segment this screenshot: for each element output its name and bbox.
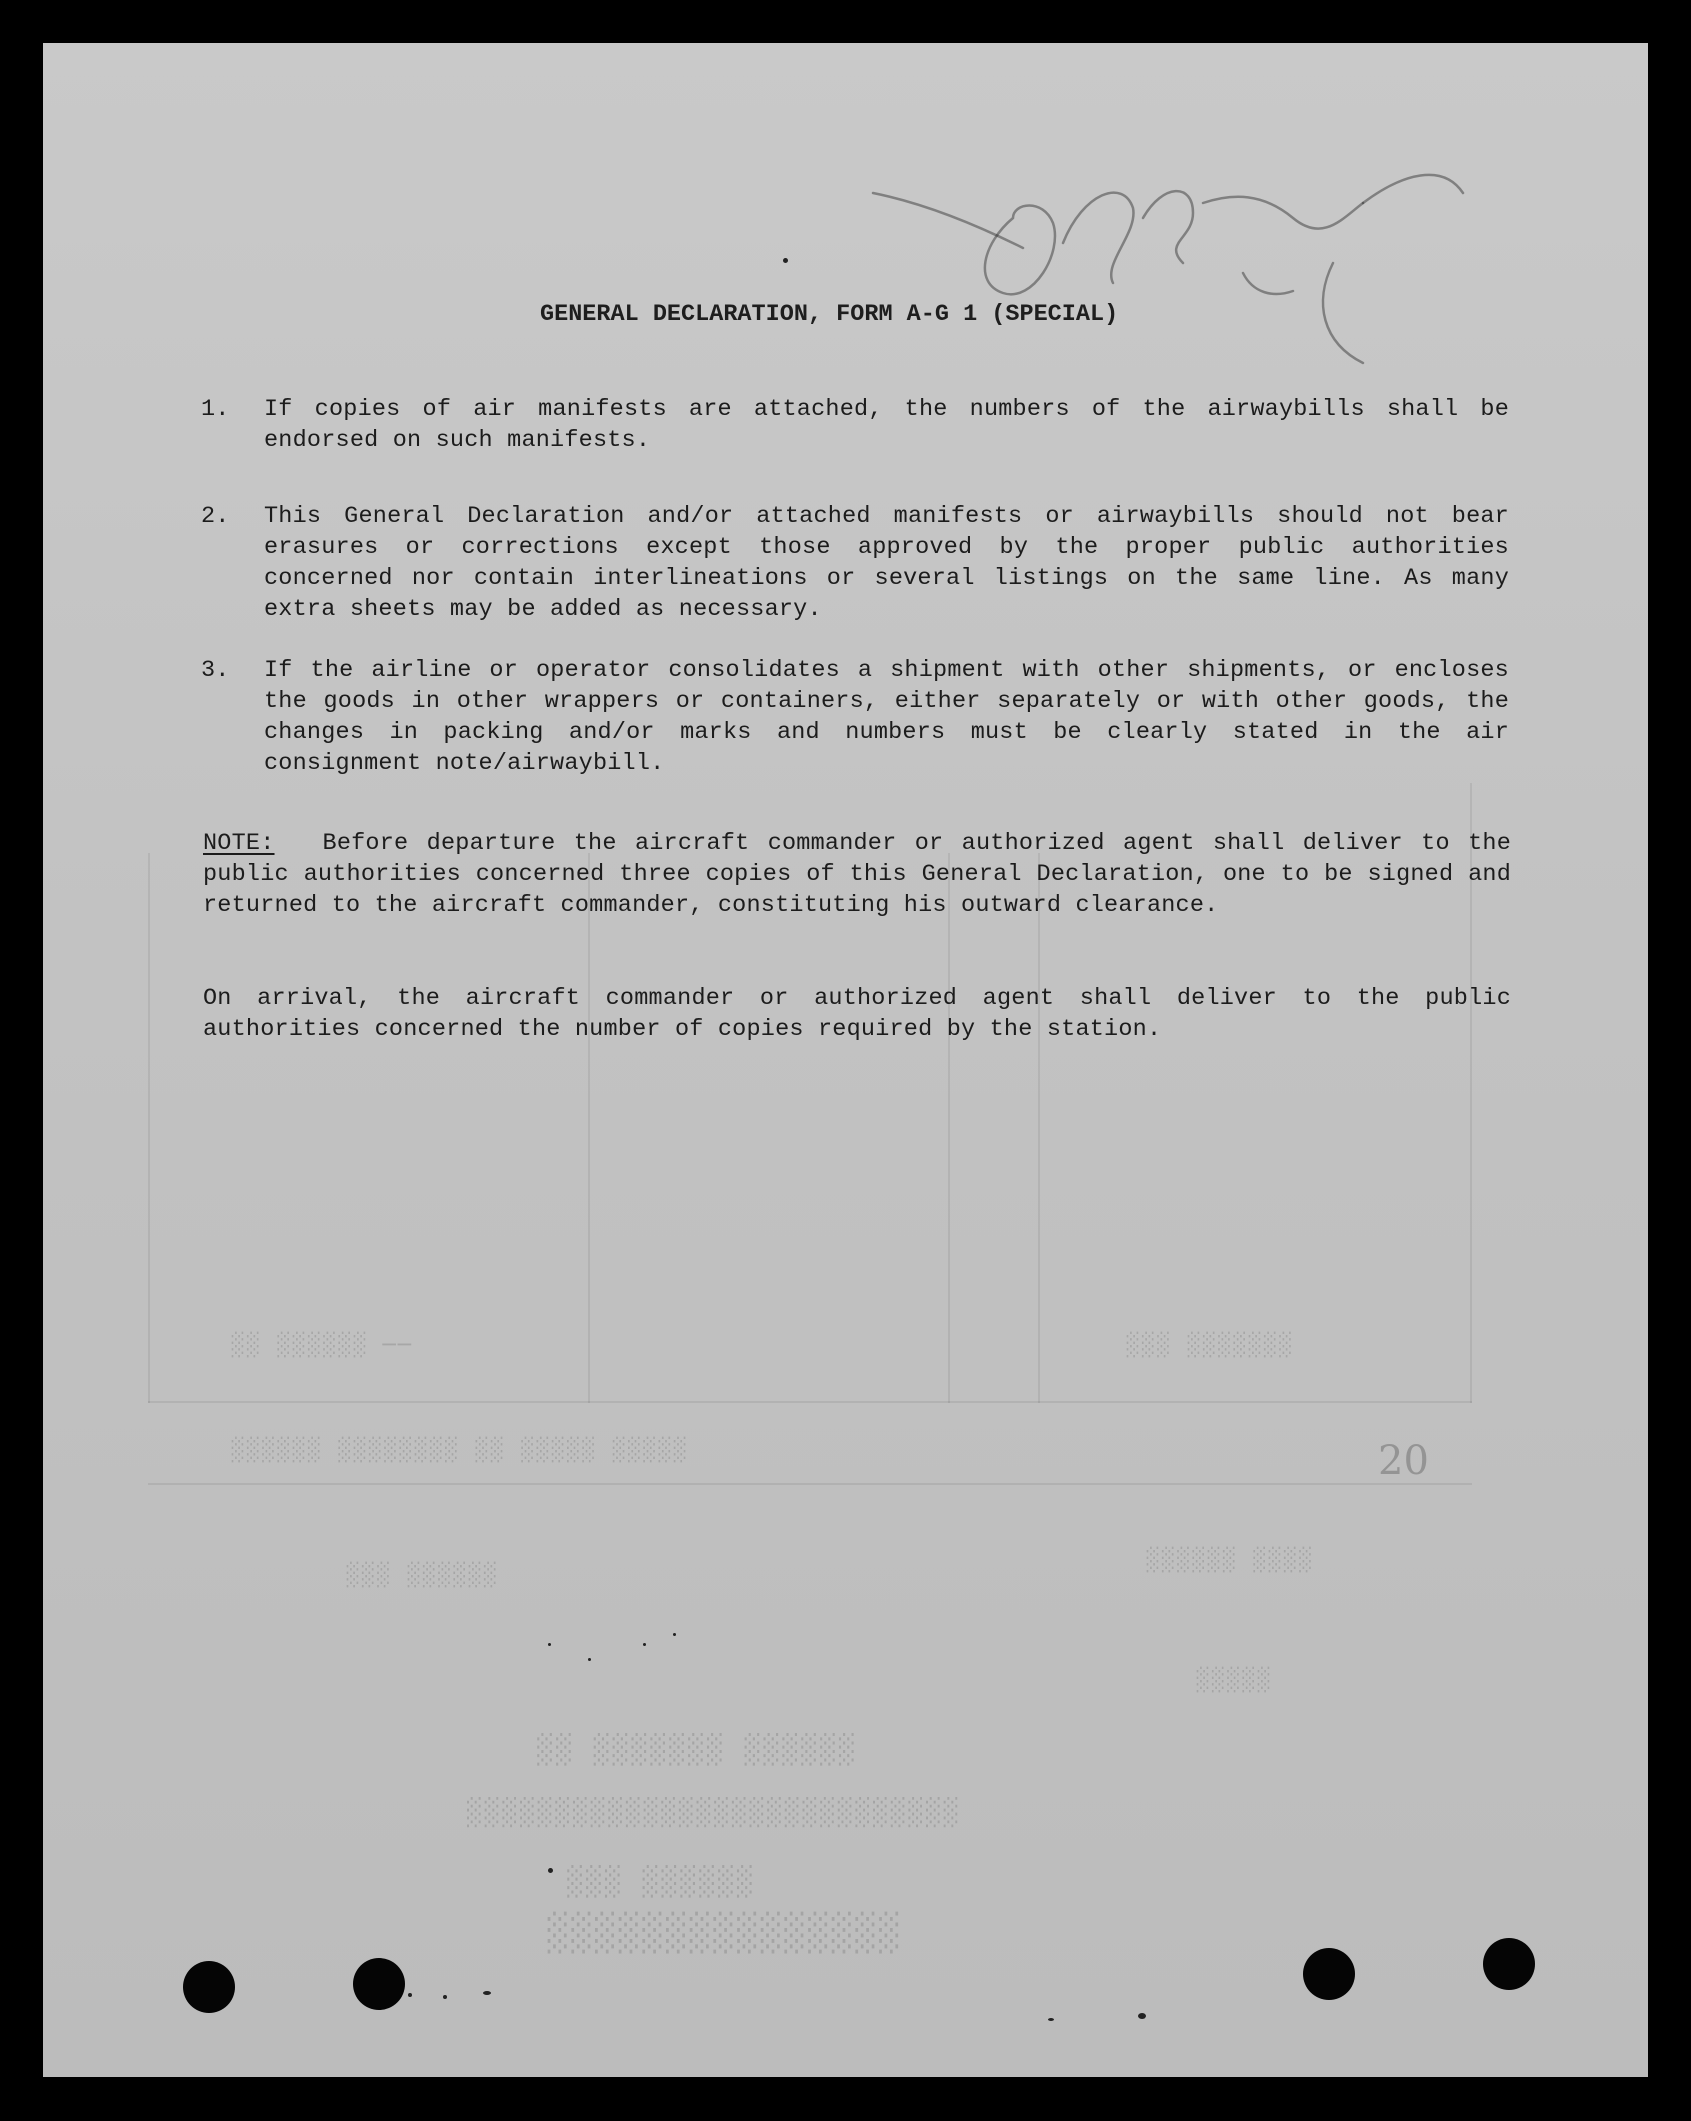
note-label: NOTE: [203, 830, 275, 857]
bleed-through-text: ░░░░░░░░░░░░░░░ [543, 1913, 899, 1954]
note-text: Before departure the aircraft commander or authorized agent shall deliver to the public authorities concerned three copies of this General Declaration, one to be signed and returned to the aircraft commander, constituting his outward clearance. [203, 830, 1511, 919]
bleed-through-text: ░░░░ ░░░░░░ [1143, 1548, 1311, 1573]
item-text: If the airline or operator consolidates a shipment with other shipments, or encloses the goods in other wrappers or containers, either separately or with other goods, the changes in packing and/or marks and numbers must be clearly stated in the air consignment note/airwaybill. [264, 657, 1509, 777]
item-text: This General Declaration and/or attached manifests or airwaybills should not bear erasures or corrections except those approved by the proper public authorities concerned nor contain interlineations or several listings on the same line. As many extra sheets may be added as necessary. [264, 503, 1509, 623]
punch-hole [353, 1958, 405, 2010]
bleed-through-text: ░░░░░░ ░░░ [343, 1563, 496, 1588]
speck [1138, 2013, 1146, 2019]
note-paragraph [203, 828, 1511, 921]
item-number: 3. [201, 657, 230, 684]
form-title: GENERAL DECLARATION, FORM A-G 1 (SPECIAL) [540, 301, 1119, 328]
bleed-through-line [588, 853, 590, 1403]
bleed-through-line [148, 853, 150, 1403]
speck [548, 1643, 551, 1646]
bleed-through-text: ░░░░░░ ░░░ [563, 1865, 752, 1898]
arrival-paragraph: On arrival, the aircraft commander or authorized agent shall deliver to the public authorities concerned the number of copies required by the station. [203, 985, 1511, 1043]
bleed-through-text: ░░░░░░░ ░░░ [1123, 1333, 1291, 1358]
speck [548, 1868, 553, 1873]
speck [1048, 2018, 1054, 2021]
handwritten-scribble [863, 123, 1503, 383]
speck [673, 1633, 676, 1636]
item-number: 2. [201, 503, 230, 530]
punch-hole [183, 1961, 235, 2013]
speck [643, 1643, 646, 1646]
bleed-through-line [1038, 853, 1040, 1403]
page-number: 20 [1378, 1438, 1429, 1484]
scanned-page [43, 43, 1648, 2077]
bleed-through-line [948, 853, 950, 1403]
bleed-through-text: ░░░░░░ ░░░░░░░ ░░ [533, 1733, 854, 1766]
bleed-through-text: ░░░░░ ░░░░░ ░░ ░░░░░░░░ ░░░░░░ [228, 1438, 686, 1463]
speck [483, 1991, 491, 1995]
bleed-through-line [148, 1401, 1472, 1403]
speck [443, 1995, 447, 1999]
bleed-through-line [148, 1483, 1472, 1485]
punch-hole [1303, 1948, 1355, 2000]
item-number: 1. [201, 396, 230, 423]
bleed-through-text: ░░░░░░░░░░░░░░░░░░░░░░░░░░░░ [463, 1798, 958, 1828]
bleed-through-text: ░░░░░ [1193, 1668, 1270, 1693]
speck [408, 1993, 412, 1997]
item-text: If copies of air manifests are attached, the numbers of the airwaybills shall be endorsed on such manifests. [264, 396, 1509, 454]
speck [588, 1658, 591, 1661]
bleed-through-text: ── ░░░░░░ ░░ [228, 1333, 411, 1358]
speck [783, 258, 788, 263]
punch-hole [1483, 1938, 1535, 1990]
